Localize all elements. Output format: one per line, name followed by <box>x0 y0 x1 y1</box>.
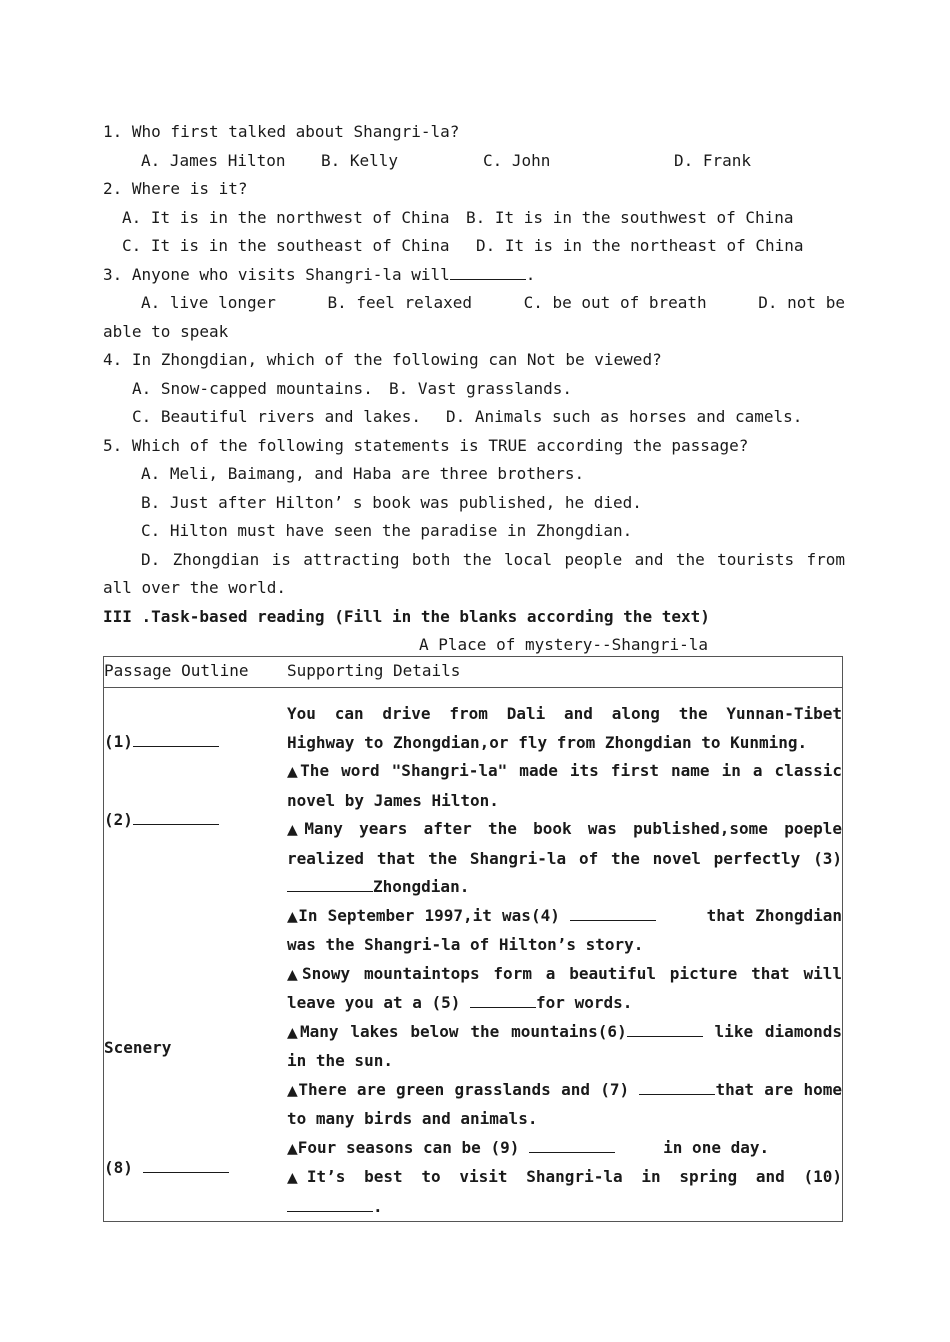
outline-column <box>104 688 288 1222</box>
answer-blank[interactable] <box>639 1076 715 1095</box>
task-table <box>103 656 843 1222</box>
question-3-options <box>103 289 845 318</box>
triangle-bullet-icon: ▲ <box>287 908 299 925</box>
answer-blank[interactable] <box>529 1134 615 1153</box>
option-a: A. live longer <box>141 293 276 312</box>
option-b: B. Kelly <box>321 150 399 170</box>
option-d: D. Frank <box>674 150 752 170</box>
outline-item-2[interactable]: (2) <box>104 806 219 835</box>
detail-item-4: ▲In September 1997,it was(4) that Zhongdian was the Shangri-la of Hilton’s story. <box>287 902 842 960</box>
option-d: D. It is in the northeast of China <box>476 236 804 255</box>
table-body-row <box>104 688 843 1222</box>
option-a: A. Snow-capped mountains. <box>132 378 373 398</box>
question-2-options-row2 <box>103 232 845 261</box>
option-b: B. feel relaxed <box>327 293 472 312</box>
triangle-bullet-icon: ▲ <box>287 764 301 780</box>
answer-blank[interactable] <box>570 902 656 921</box>
option-c: C. Hilton must have seen the paradise in Zhongdian. <box>141 521 633 540</box>
question-sheet <box>103 118 845 660</box>
table-header-row <box>104 657 843 688</box>
detail-item-7: ▲There are green grasslands and (7) that are home to many birds and animals. <box>287 1076 842 1134</box>
question-4-options-row2 <box>103 403 845 432</box>
option-c: C. John <box>483 150 551 170</box>
question-1-stem: 1. Who first talked about Shangri-la? <box>103 122 460 141</box>
detail-item-6: ▲Many lakes below the mountains(6) like diamonds in the sun. <box>287 1018 842 1076</box>
outline-item-scenery: Scenery <box>104 1038 172 1057</box>
question-2-options-row1 <box>103 204 845 233</box>
triangle-bullet-icon: ▲ <box>287 966 302 983</box>
detail-item-2: ▲The word "Shangri-la" made its first name in a classic novel by James Hilton. <box>287 761 842 810</box>
section-heading: III .Task-based reading (Fill in the blanks according the text) <box>103 606 710 626</box>
outline-item-8[interactable]: (8) <box>104 1154 229 1183</box>
detail-item-9: ▲It’s best to visit Shangri-la in spring and (10). <box>287 1167 842 1216</box>
option-d: D. Zhongdian is attracting both the local people and the tourists from <box>141 549 845 569</box>
triangle-bullet-icon: ▲ <box>287 1024 300 1041</box>
option-d: D. Animals such as horses and camels. <box>446 407 803 426</box>
option-b: B. It is in the southwest of China <box>466 207 794 227</box>
triangle-bullet-icon: ▲ <box>287 1140 298 1157</box>
detail-item-8: ▲Four seasons can be (9) in one day. <box>287 1134 842 1164</box>
option-a: A. Meli, Baimang, and Haba are three brothers. <box>141 464 585 483</box>
question-3-text: 3. Anyone who visits Shangri-la will <box>103 264 450 284</box>
passage-title: A Place of mystery--Shangri-la <box>419 635 708 654</box>
triangle-bullet-icon: ▲ <box>287 822 305 838</box>
header-supporting-details: Supporting Details <box>287 657 843 688</box>
detail-item-1: You can drive from Dali and along the Yunnan-Tibet Highway to Zhongdian,or fly from Zhongdian to Kunming. <box>287 704 842 752</box>
option-a: A. It is in the northwest of China <box>122 207 450 227</box>
outline-item-1[interactable]: (1) <box>104 728 219 757</box>
question-2-stem: 2. Where is it? <box>103 179 248 198</box>
option-c: C. It is in the southeast of China <box>122 236 450 255</box>
detail-item-5: ▲Snowy mountaintops form a beautiful picture that will leave you at a (5) for words. <box>287 963 842 1012</box>
option-d: D. not be <box>758 293 845 312</box>
detail-item-3: ▲Many years after the book was published,some poeple realized that the Shangri-la of the novel perfectly (3) Zhongdian. <box>287 819 842 896</box>
details-column <box>287 688 843 1222</box>
question-4-options-row1 <box>103 375 845 404</box>
answer-blank[interactable] <box>143 1154 229 1173</box>
answer-blank[interactable] <box>470 989 536 1008</box>
answer-blank[interactable] <box>287 1193 373 1212</box>
question-5-option-wrap: all over the world. <box>103 578 287 597</box>
option-b: B. Vast grasslands. <box>389 378 573 398</box>
question-4-stem: 4. In Zhongdian, which of the following can Not be viewed? <box>103 350 662 369</box>
answer-blank[interactable] <box>627 1018 703 1037</box>
question-3-option-wrap: able to speak <box>103 321 229 341</box>
header-passage-outline: Passage Outline <box>104 657 288 688</box>
question-3-stem: 3. Anyone who visits Shangri-la will . <box>103 261 845 290</box>
question-5-stem: 5. Which of the following statements is TRUE according the passage? <box>103 435 749 455</box>
option-c: C. Beautiful rivers and lakes. <box>132 407 421 426</box>
option-a: A. James Hilton <box>141 150 286 170</box>
answer-blank[interactable] <box>133 728 219 747</box>
answer-blank[interactable] <box>133 806 219 825</box>
triangle-bullet-icon: ▲ <box>287 1170 307 1186</box>
option-b: B. Just after Hilton’ s book was published, he died. <box>141 492 642 512</box>
question-1-options <box>103 147 845 176</box>
option-c: C. be out of breath <box>523 293 707 312</box>
answer-blank[interactable] <box>287 873 373 892</box>
triangle-bullet-icon: ▲ <box>287 1082 299 1099</box>
answer-blank <box>450 261 526 280</box>
